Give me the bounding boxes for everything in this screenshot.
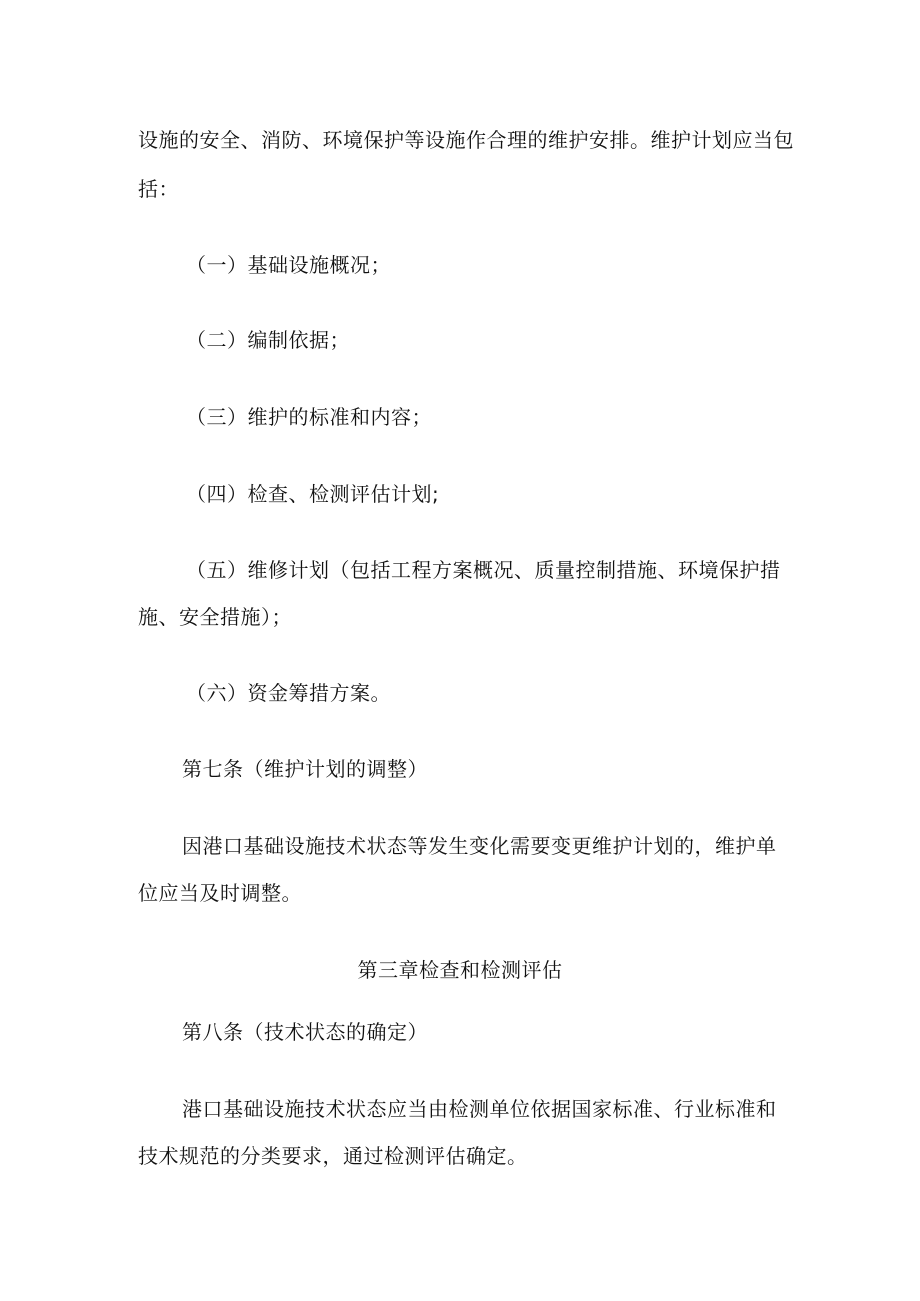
article-7-text-line-2: 位应当及时调整。 bbox=[138, 881, 302, 905]
list-item-3: （三）维护的标准和内容； bbox=[186, 405, 432, 429]
article-7-text-line-1: 因港口基础设施技术状态等发生变化需要变更维护计划的，维护单 bbox=[182, 834, 777, 858]
paragraph-intro-line-2: 括： bbox=[138, 177, 179, 201]
list-item-4: （四）检查、检测评估计划; bbox=[186, 482, 440, 506]
article-7-title: 第七条（维护计划的调整） bbox=[182, 757, 428, 781]
chapter-3-title: 第三章检查和检测评估 bbox=[357, 958, 563, 982]
list-item-5-line-2: 施、安全措施）； bbox=[138, 605, 292, 629]
article-8-text-line-2: 技术规范的分类要求，通过检测评估确定。 bbox=[138, 1144, 528, 1168]
list-item-6: （六）资金筹措方案。 bbox=[186, 681, 391, 705]
list-item-1: （一）基础设施概况； bbox=[186, 253, 391, 277]
list-item-2: （二）编制依据； bbox=[186, 328, 350, 352]
paragraph-intro-line-1: 设施的安全、消防、环境保护等设施作合理的维护安排。维护计划应当包 bbox=[138, 128, 794, 152]
article-8-title: 第八条（技术状态的确定） bbox=[182, 1020, 428, 1044]
list-item-5-line-1: （五）维修计划（包括工程方案概况、质量控制措施、环境保护措 bbox=[186, 558, 781, 582]
article-8-text-line-1: 港口基础设施技术状态应当由检测单位依据国家标准、行业标准和 bbox=[182, 1097, 777, 1121]
